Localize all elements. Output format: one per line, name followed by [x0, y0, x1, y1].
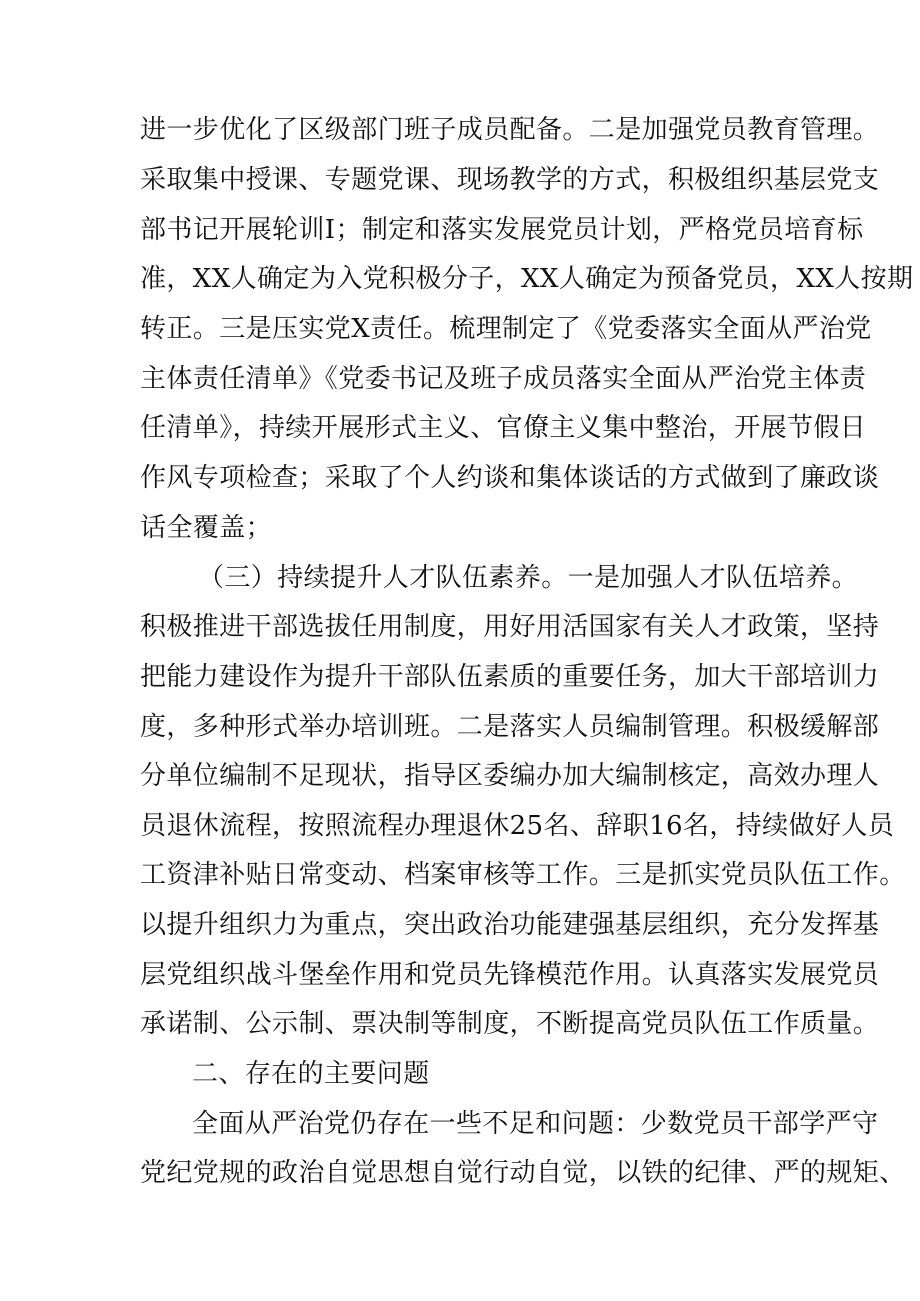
text-line-11: 积极推进干部选拔任用制度，用好用活国家有关人才政策，坚持	[140, 612, 880, 642]
text-line-9: 话全覆盖；	[140, 513, 273, 543]
text-line-6: 主体责任清单》《党委书记及班子成员落实全面从严治党主体责	[140, 364, 867, 394]
text-line-5: 转正。三是压实党X责任。梳理制定了《党委落实全面从严治党	[140, 314, 872, 344]
text-line-16: 工资津补贴日常变动、档案审核等工作。三是抓实党员队伍工作。	[140, 860, 906, 890]
text-line-12: 把能力建设作为提升干部队伍素质的重要任务，加大干部培训力	[140, 662, 880, 692]
text-line-7: 任清单》，持续开展形式主义、官僚主义集中整治，开展节假日	[140, 413, 867, 443]
text-line-22: 党纪党规的政治自觉思想自觉行动自觉，以铁的纪律、严的规矩、	[140, 1158, 906, 1188]
text-line-4: 准，XX人确定为入党积极分子，XX人确定为预备党员，XX人按期	[140, 264, 914, 294]
text-line-8: 作风专项检查；采取了个人约谈和集体谈话的方式做到了廉政谈	[140, 463, 880, 493]
text-line-18: 层党组织战斗堡垒作用和党员先锋模范作用。认真落实发展党员	[140, 960, 880, 990]
text-line-21: 全面从严治党仍存在一些不足和问题：少数党员干部学严守	[192, 1109, 879, 1139]
text-line-19: 承诺制、公示制、票决制等制度，不断提高党员队伍工作质量。	[140, 1009, 880, 1039]
text-line-13: 度，多种形式举办培训班。二是落实人员编制管理。积极缓解部	[140, 712, 880, 742]
text-line-1: 进一步优化了区级部门班子成员配备。二是加强党员教育管理。	[140, 115, 880, 145]
text-line-15: 员退休流程，按照流程办理退休25名、辞职16名，持续做好人员	[140, 811, 895, 841]
text-line-14: 分单位编制不足现状，指导区委编办加大编制核定，高效办理人	[140, 761, 880, 791]
text-line-17: 以提升组织力为重点，突出政治功能建强基层组织，充分发挥基	[140, 910, 880, 940]
text-line-3: 部书记开展轮训I；制定和落实发展党员计划，严格党员培育标	[140, 215, 864, 245]
section-heading-3: （三）持续提升人才队伍素养。一是加强人才队伍培养。	[198, 563, 859, 593]
section-heading-problems: 二、存在的主要问题	[192, 1059, 430, 1089]
text-line-2: 采取集中授课、专题党课、现场教学的方式，积极组织基层党支	[140, 165, 880, 195]
